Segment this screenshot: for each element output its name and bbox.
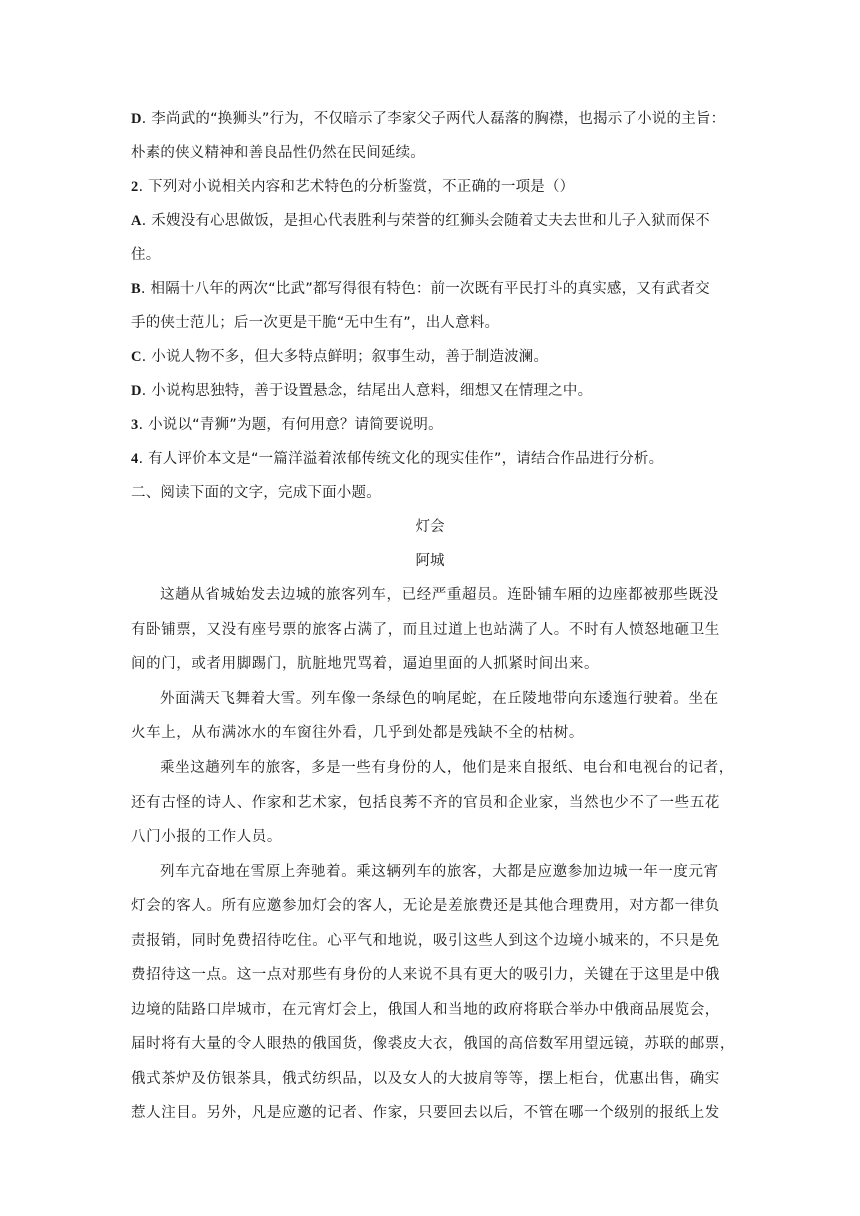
option-text: . 相隔十八年的两次“比武”都写得很有特色：前一次既有平民打斗的真实感，又有武者交	[140, 281, 710, 297]
option-letter: A	[131, 213, 142, 229]
passage-line: 届时将有大量的令人眼热的俄国货，像裘皮大衣，俄国的高倍数军用望远镜，苏联的邮票，	[131, 1036, 735, 1052]
passage-line: 间的门，或者用脚踢门，肮脏地咒骂着，逼迫里面的人抓紧时间出来。	[131, 656, 600, 672]
passage-line: 惹人注目。另外，凡是应邀的记者、作家，只要回去以后，不管在哪一个级别的报纸上发	[131, 1105, 720, 1121]
passage-line: 责报销，同时免费招待吃住。心平气和地说，吸引这些人到这个边境小城来的，不只是免	[131, 933, 720, 949]
section-heading: 二、阅读下面的文字，完成下面小题。	[131, 485, 381, 501]
question-text: . 下列对小说相关内容和艺术特色的分析鉴赏，不正确的一项是（）	[138, 179, 575, 195]
passage-line: 八门小报的工作人员。	[131, 829, 282, 845]
option-c	[131, 340, 739, 374]
option-a-line1	[131, 204, 739, 238]
option-d-q1-line1	[131, 102, 739, 136]
passage-line: 边境的陆路口岸城市，在元宵灯会上，俄国人和当地的政府将联合举办中俄商品展览会，	[131, 1002, 720, 1018]
option-letter: C	[131, 349, 142, 365]
option-text: . 小说构思独特，善于设置悬念，结尾出人意料，细想又在情理之中。	[141, 383, 593, 399]
question-4	[131, 442, 739, 476]
question-2	[131, 170, 739, 204]
option-b-line2	[131, 306, 739, 340]
option-text: . 李尚武的“换狮头”行为，不仅暗示了李家父子两代人磊落的胸襟，也揭示了小说的主旨：	[141, 111, 726, 127]
question-number: 2	[131, 179, 139, 195]
passage-line: 还有古怪的诗人、作家和艺术家，包括良莠不齐的官员和企业家，当然也少不了一些五花	[131, 795, 720, 811]
passage-title: 灯会	[415, 519, 445, 535]
passage-line: 费招待这一点。这一点对那些有身份的人来说不具有更大的吸引力，关键在于这里是中俄	[131, 967, 720, 983]
option-letter: D	[131, 383, 142, 399]
question-text: . 小说以“青狮”为题，有何用意？请简要说明。	[138, 417, 443, 433]
option-letter: B	[131, 281, 141, 297]
option-d-q2	[131, 374, 739, 408]
option-d-q1-line2	[131, 136, 739, 170]
question-3	[131, 408, 739, 442]
passage-line: 有卧铺票，又没有座号票的旅客占满了，而且过道上也站满了人。不时有人愤怒地砸卫生	[131, 622, 720, 638]
passage-line: 乘坐这趟列车的旅客，多是一些有身份的人，他们是来自报纸、电台和电视台的记者，	[160, 760, 734, 776]
question-text: . 有人评价本文是“一篇洋溢着浓郁传统文化的现实佳作”，请结合作品进行分析。	[138, 451, 664, 467]
question-number: 4	[131, 451, 139, 467]
option-letter: D	[131, 111, 142, 127]
passage-author: 阿城	[415, 553, 445, 569]
passage-line: 灯会的客人。所有应邀参加灯会的客人，无论是差旅费还是其他合理费用，对方都一律负	[131, 898, 720, 914]
passage-line: 这趟从省城始发去边城的旅客列车，已经严重超员。连卧铺车厢的边座都被那些既没	[160, 587, 719, 603]
passage-line: 俄式茶炉及仿银茶具，俄式纺织品，以及女人的大披肩等等，摆上柜台，优惠出售，确实	[131, 1071, 720, 1087]
option-text: 手的侠士范儿；后一次更是干脆“无中生有”，出人意料。	[131, 315, 500, 331]
option-a-line2	[131, 238, 739, 272]
option-text: . 小说人物不多，但大多特点鲜明；叙事生动，善于制造波澜。	[141, 349, 549, 365]
passage-line: 外面满天飞舞着大雪。列车像一条绿色的响尾蛇，在丘陵地带向东逶迤行驶着。坐在	[160, 691, 719, 707]
option-text: . 禾嫂没有心思做饭，是担心代表胜利与荣誉的红狮头会随着丈夫去世和儿子入狱而保不	[141, 213, 710, 229]
option-text: 住。	[131, 247, 161, 263]
option-text: 朴素的侠义精神和善良品性仍然在民间延续。	[131, 145, 425, 161]
passage-line: 列车亢奋地在雪原上奔驰着。乘这辆列车的旅客，大都是应邀参加边城一年一度元宵	[160, 864, 719, 880]
option-b-line1	[131, 272, 739, 306]
question-number: 3	[131, 417, 139, 433]
passage-line: 火车上，从布满冰水的车窗往外看，几乎到处都是残缺不全的枯树。	[131, 725, 584, 741]
